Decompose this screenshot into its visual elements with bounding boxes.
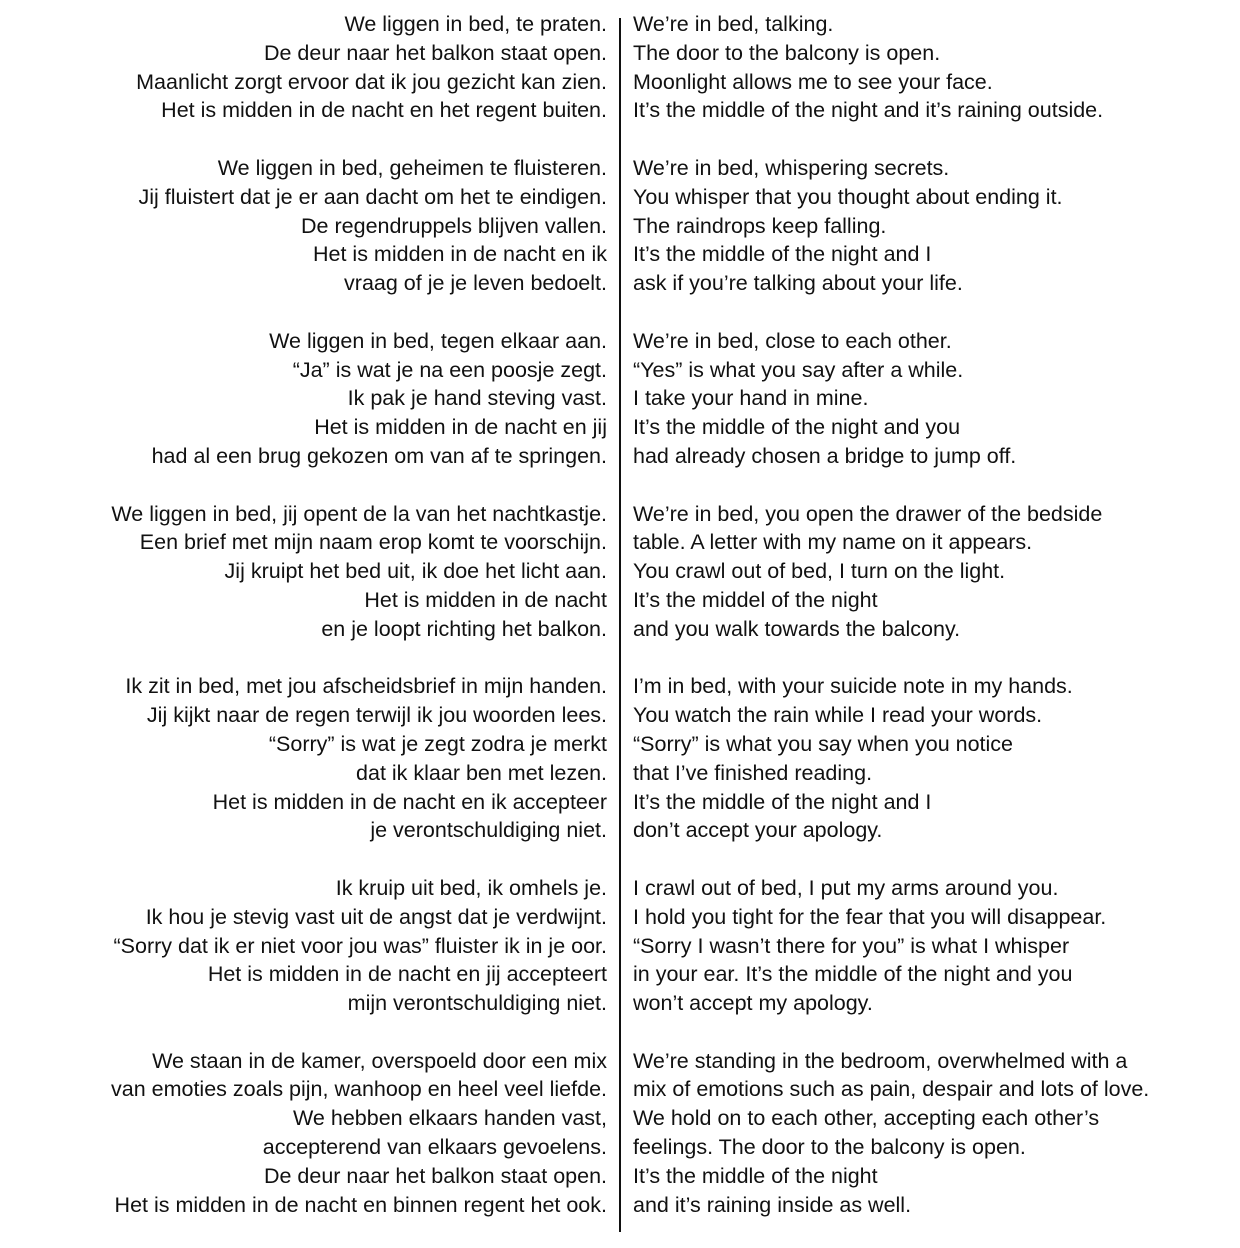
- english-line: You crawl out of bed, I turn on the light.: [633, 559, 1006, 584]
- dutch-line: We hebben elkaars handen vast,: [293, 1106, 607, 1131]
- dutch-line: Het is midden in de nacht en jij: [314, 415, 607, 440]
- english-line: I’m in bed, with your suicide note in my hands.: [633, 674, 1073, 699]
- dutch-stanza: [111, 327, 607, 471]
- dutch-line: Het is midden in de nacht en binnen regent het ook.: [114, 1192, 607, 1217]
- dutch-stanza: [111, 874, 607, 1018]
- dutch-line: Het is midden in de nacht en het regent buiten.: [161, 98, 607, 123]
- english-stanza: [633, 154, 1149, 298]
- english-stanza: [633, 10, 1149, 125]
- english-line: and it’s raining inside as well.: [633, 1192, 912, 1217]
- dutch-stanza: [111, 672, 607, 845]
- dutch-line: Ik kruip uit bed, ik omhels je.: [335, 875, 607, 900]
- english-stanza: [633, 500, 1149, 644]
- column-divider: [619, 18, 621, 1232]
- dutch-stanza: [111, 1047, 607, 1220]
- english-line: feelings. The door to the balcony is open.: [633, 1135, 1026, 1160]
- dutch-line: “Sorry dat ik er niet voor jou was” fluister ik in je oor.: [113, 933, 607, 958]
- dutch-line: We liggen in bed, tegen elkaar aan.: [269, 328, 607, 353]
- dutch-column: [111, 10, 607, 1248]
- english-line: I hold you tight for the fear that you will disappear.: [633, 904, 1107, 929]
- english-stanza: [633, 874, 1149, 1018]
- english-line: It’s the middel of the night: [633, 587, 878, 612]
- english-line: It’s the middle of the night and you: [633, 415, 961, 440]
- dutch-line: Ik hou je stevig vast uit de angst dat je verdwijnt.: [145, 904, 607, 929]
- english-line: It’s the middle of the night and I: [633, 242, 932, 267]
- english-line: You watch the rain while I read your words.: [633, 703, 1043, 728]
- english-line: We’re in bed, you open the drawer of the bedside: [633, 501, 1103, 526]
- english-line: table. A letter with my name on it appears.: [633, 530, 1033, 555]
- english-line: I take your hand in mine.: [633, 386, 869, 411]
- dutch-line: Jij kruipt het bed uit, ik doe het licht aan.: [224, 559, 607, 584]
- dutch-line: had al een brug gekozen om van af te springen.: [151, 443, 607, 468]
- english-line: “Sorry” is what you say when you notice: [633, 731, 1013, 756]
- english-line: You whisper that you thought about ending it.: [633, 184, 1063, 209]
- dutch-line: De deur naar het balkon staat open.: [263, 40, 607, 65]
- english-stanza: [633, 327, 1149, 471]
- english-line: “Yes” is what you say after a while.: [633, 357, 964, 382]
- dutch-line: Ik pak je hand steving vast.: [347, 386, 607, 411]
- dutch-line: Het is midden in de nacht en ik accepteer: [212, 789, 607, 814]
- english-line: Moonlight allows me to see your face.: [633, 69, 993, 94]
- poem-page: [0, 10, 1240, 1230]
- dutch-line: Het is midden in de nacht: [364, 587, 607, 612]
- english-line: won’t accept my apology.: [633, 991, 873, 1016]
- english-line: We’re in bed, close to each other.: [633, 328, 952, 353]
- dutch-line: “Ja” is wat je na een poosje zegt.: [292, 357, 607, 382]
- english-line: ask if you’re talking about your life.: [633, 271, 963, 296]
- dutch-line: We liggen in bed, jij opent de la van het nachtkastje.: [111, 501, 607, 526]
- dutch-line: We liggen in bed, geheimen te fluisteren.: [217, 155, 607, 180]
- english-line: We hold on to each other, accepting each other’s: [633, 1106, 1100, 1131]
- english-line: mix of emotions such as pain, despair and lots of love.: [633, 1077, 1150, 1102]
- english-line: It’s the middle of the night and I: [633, 789, 932, 814]
- dutch-line: “Sorry” is wat je zegt zodra je merkt: [268, 731, 607, 756]
- english-line: We’re standing in the bedroom, overwhelmed with a: [633, 1048, 1128, 1073]
- english-line: It’s the middle of the night: [633, 1163, 878, 1188]
- english-line: that I’ve finished reading.: [633, 760, 873, 785]
- dutch-line: Een brief met mijn naam erop komt te voorschijn.: [139, 530, 607, 555]
- dutch-line: Ik zit in bed, met jou afscheidsbrief in mijn handen.: [125, 674, 607, 699]
- english-line: The door to the balcony is open.: [633, 40, 941, 65]
- english-line: It’s the middle of the night and it’s raining outside.: [633, 98, 1104, 123]
- english-line: and you walk towards the balcony.: [633, 616, 961, 641]
- dutch-line: Jij kijkt naar de regen terwijl ik jou woorden lees.: [146, 703, 607, 728]
- dutch-line: je verontschuldiging niet.: [370, 818, 607, 843]
- dutch-line: We staan in de kamer, overspoeld door een mix: [152, 1048, 607, 1073]
- english-line: in your ear. It’s the middle of the night and you: [633, 962, 1073, 987]
- dutch-line: mijn verontschuldiging niet.: [347, 991, 607, 1016]
- dutch-stanza: [111, 500, 607, 644]
- dutch-line: dat ik klaar ben met lezen.: [356, 760, 607, 785]
- dutch-line: De regendruppels blijven vallen.: [301, 213, 607, 238]
- dutch-line: Het is midden in de nacht en ik: [313, 242, 607, 267]
- dutch-line: Het is midden in de nacht en jij accepteert: [207, 962, 607, 987]
- english-line: had already chosen a bridge to jump off.: [633, 443, 1017, 468]
- dutch-stanza: [111, 154, 607, 298]
- english-line: We’re in bed, talking.: [633, 12, 834, 36]
- dutch-line: en je loopt richting het balkon.: [321, 616, 607, 641]
- dutch-line: accepterend van elkaars gevoelens.: [262, 1135, 607, 1160]
- dutch-line: vraag of je je leven bedoelt.: [344, 271, 607, 296]
- english-line: “Sorry I wasn’t there for you” is what I whisper: [633, 933, 1070, 958]
- english-line: don’t accept your apology.: [633, 818, 883, 843]
- english-stanza: [633, 1047, 1149, 1220]
- english-stanza: [633, 672, 1149, 845]
- english-line: We’re in bed, whispering secrets.: [633, 155, 950, 180]
- dutch-line: van emoties zoals pijn, wanhoop en heel veel liefde.: [110, 1077, 607, 1102]
- english-line: The raindrops keep falling.: [633, 213, 887, 238]
- english-line: I crawl out of bed, I put my arms around you.: [633, 875, 1059, 900]
- dutch-line: Maanlicht zorgt ervoor dat ik jou gezicht kan zien.: [136, 69, 607, 94]
- dutch-line: De deur naar het balkon staat open.: [263, 1163, 607, 1188]
- english-column: [633, 10, 1149, 1248]
- dutch-line: We liggen in bed, te praten.: [344, 12, 607, 36]
- dutch-line: Jij fluistert dat je er aan dacht om het te eindigen.: [138, 184, 607, 209]
- dutch-stanza: [111, 10, 607, 125]
